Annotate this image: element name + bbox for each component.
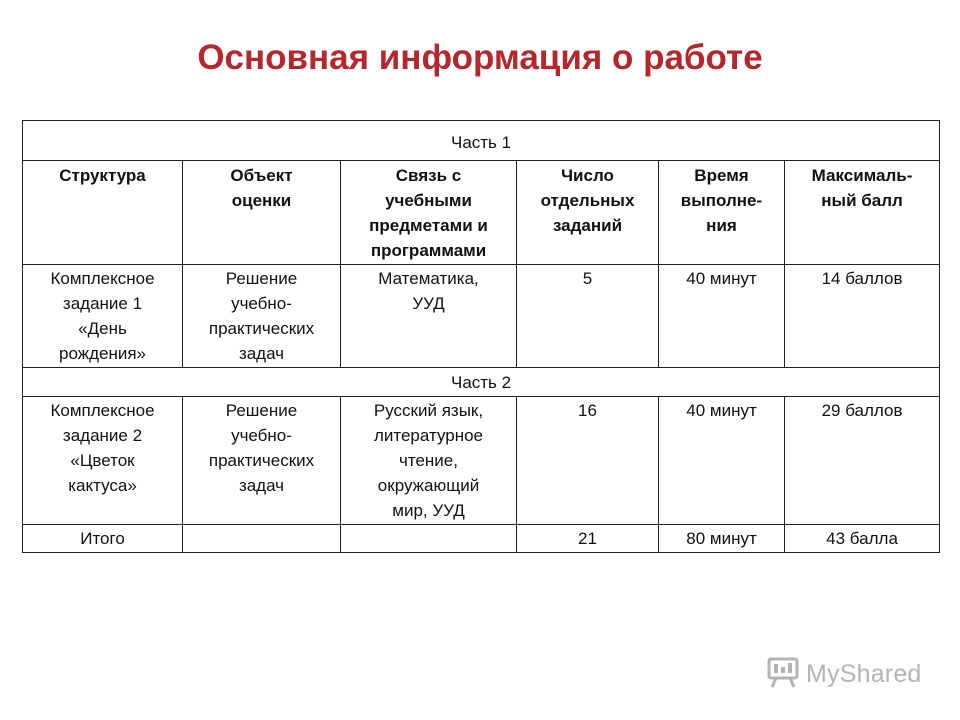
cell-max-score: 29 баллов [785, 397, 940, 525]
total-empty-cell [341, 525, 517, 553]
total-row [23, 525, 940, 553]
cell-structure: Комплексное задание 1 «День рождения» [23, 265, 183, 368]
total-duration: 80 минут [659, 525, 785, 553]
table-row [23, 397, 940, 525]
table-row [23, 265, 940, 368]
total-max-score: 43 балла [785, 525, 940, 553]
section-label-part-2: Часть 2 [23, 368, 940, 397]
cell-subject-link: Русский язык, литературное чтение, окружающий мир, УУД [341, 397, 517, 525]
table-header-row [23, 161, 940, 265]
header-duration: Время выполне- ния [659, 161, 785, 265]
section-row-part-1 [23, 121, 940, 161]
header-task-count: Число отдельных заданий [517, 161, 659, 265]
total-task-count: 21 [517, 525, 659, 553]
cell-assessment-object: Решение учебно- практических задач [183, 265, 341, 368]
header-structure: Структура [23, 161, 183, 265]
section-label-part-1: Часть 1 [23, 121, 940, 161]
watermark-text: MyShared [806, 659, 922, 688]
section-row-part-2 [23, 368, 940, 397]
cell-max-score: 14 баллов [785, 265, 940, 368]
cell-duration: 40 минут [659, 265, 785, 368]
myshared-watermark [766, 656, 922, 692]
page-title: Основная информация о работе [197, 38, 763, 77]
cell-duration: 40 минут [659, 397, 785, 525]
cell-task-count: 5 [517, 265, 659, 368]
work-info-table [22, 120, 940, 553]
total-label: Итого [23, 525, 183, 553]
cell-task-count: 16 [517, 397, 659, 525]
header-max-score: Максималь- ный балл [785, 161, 940, 265]
presentation-board-icon [766, 655, 800, 694]
header-subject-link: Связь с учебными предметами и программами [341, 161, 517, 265]
cell-structure: Комплексное задание 2 «Цветок кактуса» [23, 397, 183, 525]
cell-subject-link: Математика, УУД [341, 265, 517, 368]
header-assessment-object: Объект оценки [183, 161, 341, 265]
total-empty-cell [183, 525, 341, 553]
cell-assessment-object: Решение учебно- практических задач [183, 397, 341, 525]
